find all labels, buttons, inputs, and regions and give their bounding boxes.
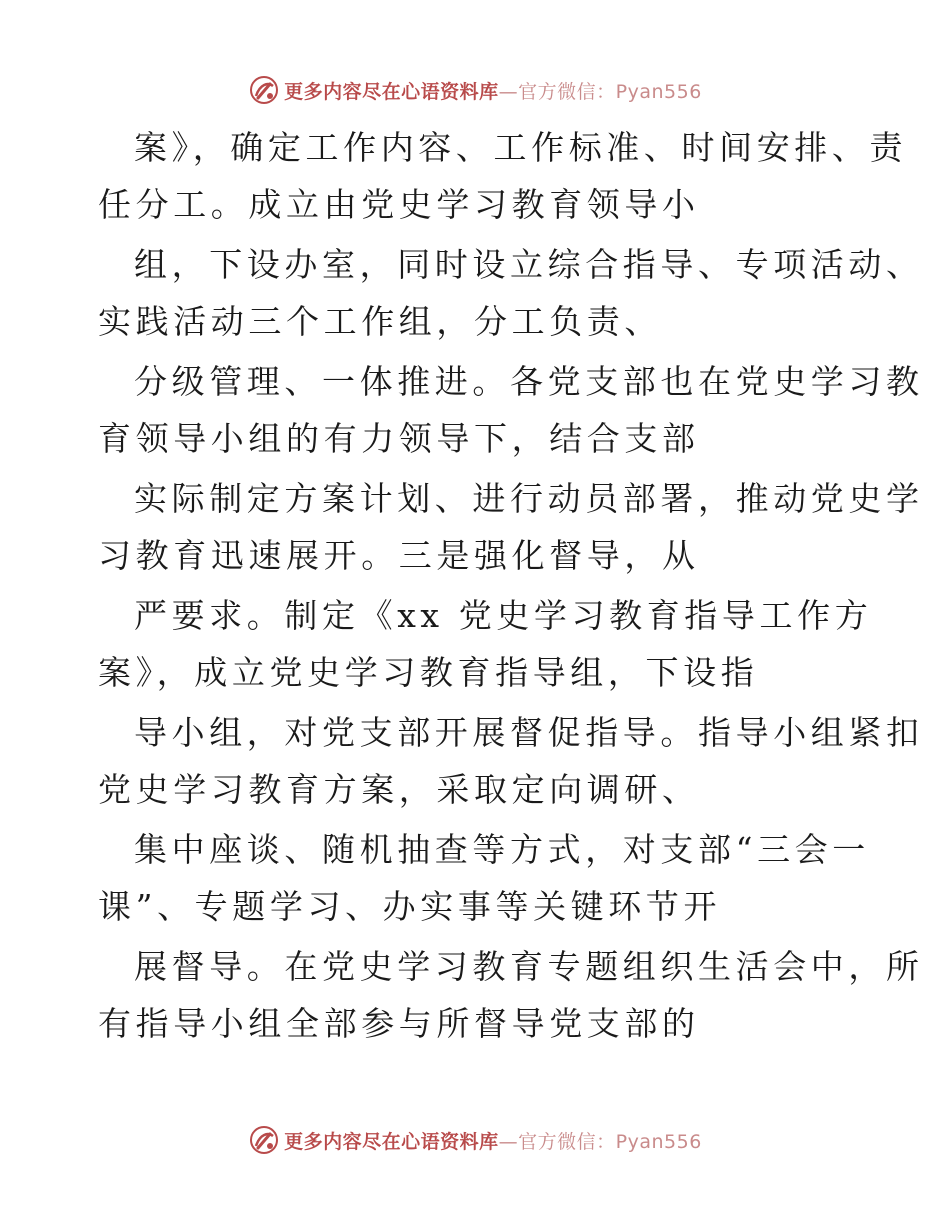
banner-main-text: 更多内容尽在心语资料库: [284, 1130, 499, 1153]
banner-rest-text: —官方微信：Pyan556: [498, 80, 702, 103]
text-line: 案》，确定工作内容、工作标准、时间安排、责: [134, 128, 908, 167]
text-line: 分级管理、一体推进。各党支部也在党史学习教: [134, 362, 924, 401]
text-line: 案》，成立党史学习教育指导组，下设指: [98, 653, 759, 692]
footer-watermark: [0, 1120, 950, 1160]
text-line: 严要求。制定《xx 党史学习教育指导工作方: [134, 596, 873, 635]
text-line: 导小组，对党支部开展督促指导。指导小组紧扣: [134, 713, 924, 752]
banner-main-text: 更多内容尽在心语资料库: [284, 80, 499, 103]
text-line: 组，下设办室，同时设立综合指导、专项活动、: [134, 245, 924, 284]
text-line: 实践活动三个工作组，分工负责、: [98, 302, 662, 341]
text-line: 集中座谈、随机抽查等方式，对支部“三会一: [134, 830, 870, 869]
text-line: 实际制定方案计划、进行动员部署，推动党史学: [134, 479, 924, 518]
header-watermark: [0, 70, 950, 110]
text-line: 党史学习教育方案，采取定向调研、: [98, 770, 700, 809]
text-line: 习教育迅速展开。三是强化督导，从: [98, 536, 700, 575]
text-line: 课”、专题学习、办实事等关键环节开: [98, 887, 722, 926]
banner-rest-text: —官方微信：Pyan556: [498, 1130, 702, 1153]
logo-icon: [248, 1124, 280, 1156]
text-line: 有指导小组全部参与所督导党支部的: [98, 1004, 700, 1043]
text-line: 展督导。在党史学习教育专题组织生活会中，所: [134, 947, 924, 986]
logo-icon: [248, 74, 280, 106]
text-line: 育领导小组的有力领导下，结合支部: [98, 419, 700, 458]
text-line: 任分工。成立由党史学习教育领导小: [98, 185, 700, 224]
